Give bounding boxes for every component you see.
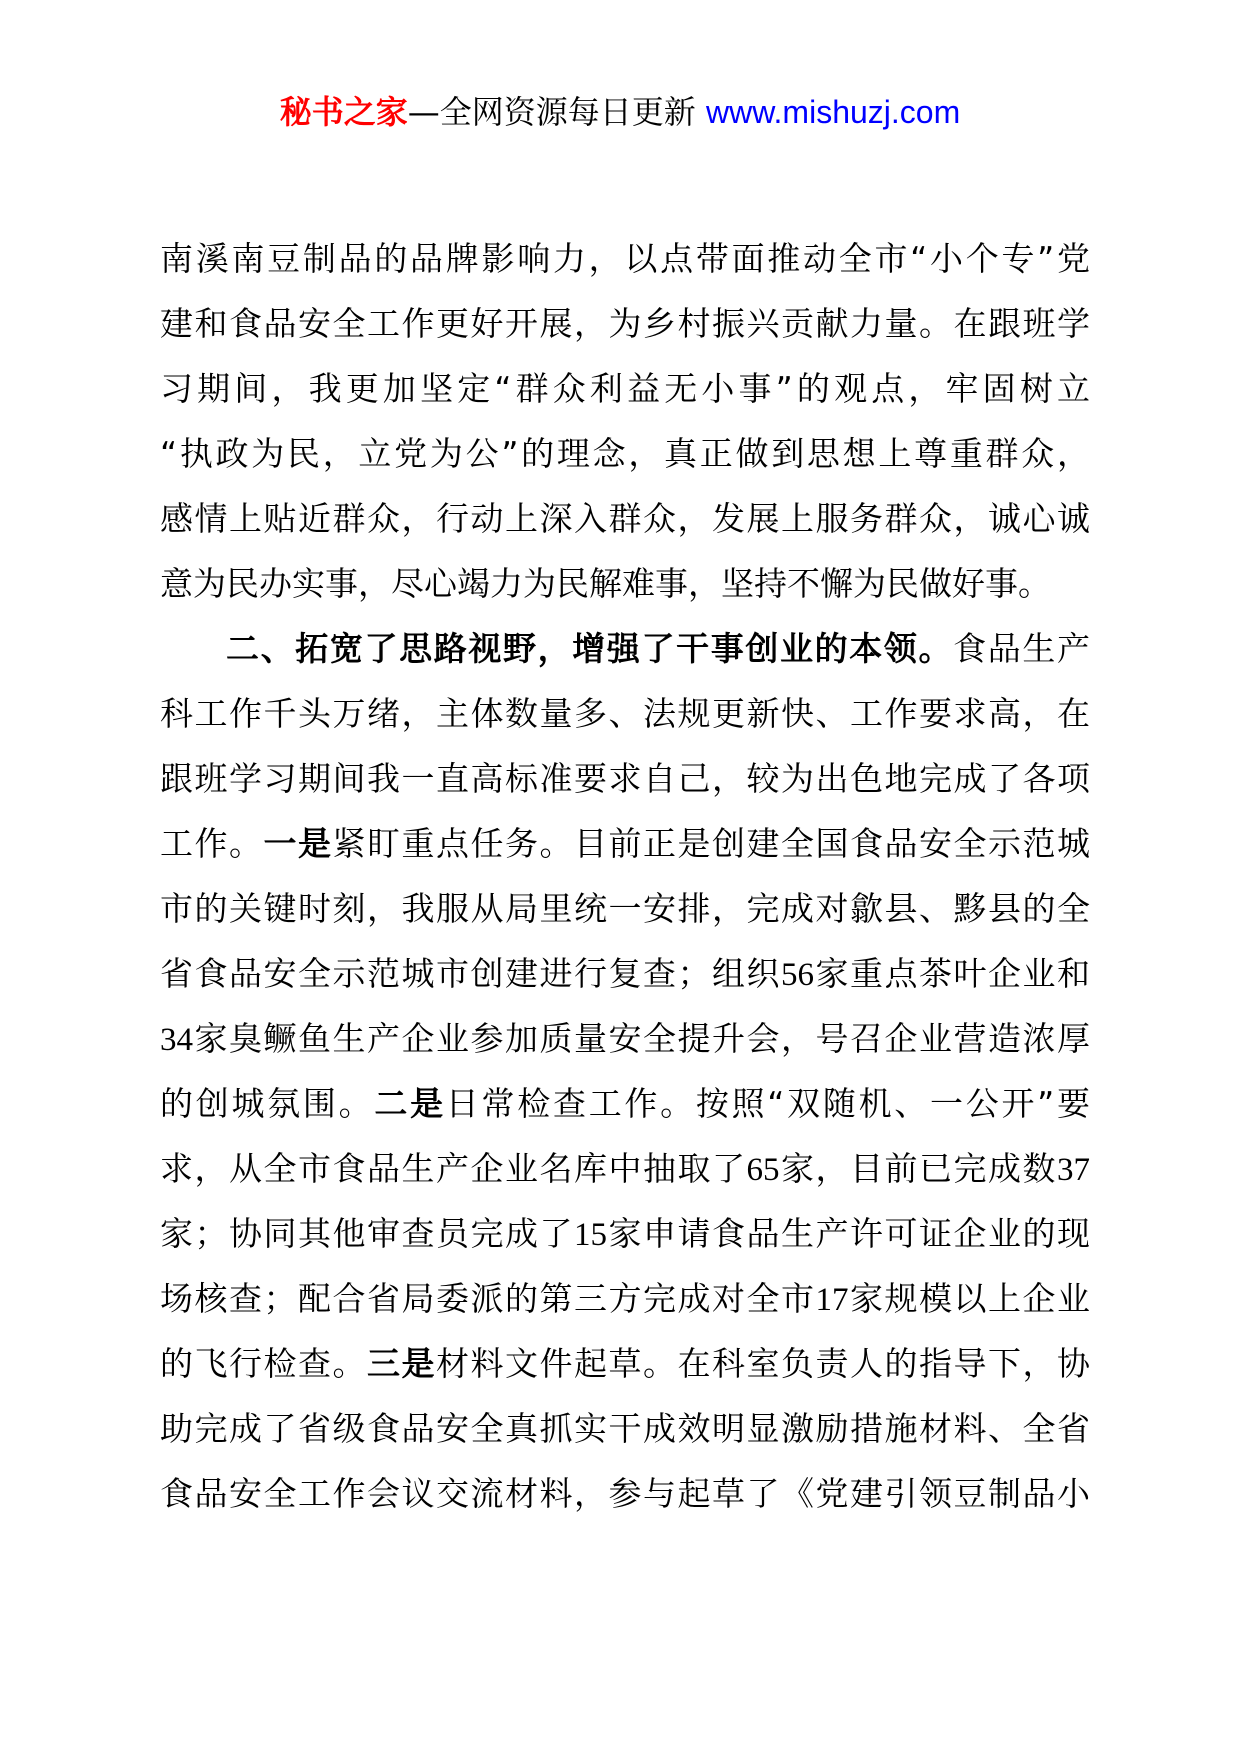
- header-slogan: —全网资源每日更新: [407, 93, 696, 131]
- text-line: 跟班学习期间我一直高标准要求自己，较为出色地完成了各项: [160, 759, 1090, 798]
- section-heading-line: [160, 616, 1090, 681]
- number: 34: [160, 1022, 193, 1058]
- document-body: [160, 226, 1090, 1526]
- text-line: 食品安全工作会议交流材料，参与起草了《党建引领豆制品小: [160, 1474, 1090, 1513]
- text-line: 南溪南豆制品的品牌影响力，以点带面推动全市“小个专”党: [160, 239, 1090, 278]
- text-span: 食品生产: [953, 629, 1090, 668]
- section-heading: 二、拓宽了思路视野，增强了干事创业的本领。: [226, 629, 954, 668]
- text-span: 紧盯重点任务。目前正是创建全国食品安全示范城: [332, 824, 1090, 863]
- text-line: [160, 1266, 1090, 1331]
- text-line: [160, 1331, 1090, 1396]
- text-span: 的飞行检查。: [160, 1344, 367, 1383]
- text-line: 意为民办实事，尽心竭力为民解难事，坚持不懈为民做好事。: [160, 564, 1051, 603]
- text-span: 家申请食品生产许可证企业的现: [607, 1214, 1090, 1253]
- text-line: [160, 1136, 1090, 1201]
- number: 15: [574, 1217, 607, 1253]
- text-line: 科工作千头万绪，主体数量多、法规更新快、工作要求高，在: [160, 694, 1090, 733]
- text-span: 家臭鳜鱼生产企业参加质量安全提升会，号召企业营造浓厚: [193, 1019, 1090, 1058]
- text-line: [160, 941, 1090, 1006]
- text-line: 助完成了省级食品安全真抓实干成效明显激励措施材料、全省: [160, 1409, 1090, 1448]
- number: 65: [746, 1152, 780, 1188]
- text-span: 求，从全市食品生产企业名库中抽取了: [160, 1149, 747, 1188]
- point-label: 二是: [374, 1084, 446, 1123]
- watermark-header: [0, 92, 1240, 132]
- text-line: [160, 1071, 1090, 1136]
- text-span: 日常检查工作。按照“双随机、一公开”要: [445, 1084, 1091, 1123]
- text-line: 感情上贴近群众，行动上深入群众，发展上服务群众，诚心诚: [160, 499, 1090, 538]
- text-span: 场核查；配合省局委派的第三方完成对全市: [160, 1279, 816, 1318]
- number: 56: [781, 957, 814, 993]
- point-label: 三是: [367, 1344, 436, 1383]
- text-line: 建和食品安全工作更好开展，为乡村振兴贡献力量。在跟班学: [160, 304, 1090, 343]
- number: 17: [815, 1282, 849, 1318]
- text-line: 市的关键时刻，我服从局里统一安排，完成对歙县、黟县的全: [160, 889, 1090, 928]
- brand-name: 秘书之家: [279, 93, 408, 131]
- text-line: [160, 1006, 1090, 1071]
- text-span: 家规模以上企业: [848, 1279, 1090, 1318]
- text-line: [160, 1201, 1090, 1266]
- number: 37: [1057, 1152, 1090, 1188]
- text-span: 的创城氛围。: [160, 1084, 375, 1123]
- text-line: [160, 811, 1090, 876]
- text-span: 家；协同其他审查员完成了: [160, 1214, 574, 1253]
- text-span: 家，目前已完成数: [779, 1149, 1057, 1188]
- text-line: “执政为民，立党为公”的理念，真正做到思想上尊重群众，: [160, 434, 1090, 473]
- point-label: 一是: [263, 824, 333, 863]
- text-span: 省食品安全示范城市创建进行复查；组织: [160, 954, 781, 993]
- text-span: 工作。: [160, 824, 264, 863]
- text-span: 家重点茶叶企业和: [814, 954, 1090, 993]
- text-span: 材料文件起草。在科室负责人的指导下，协: [436, 1344, 1090, 1383]
- text-line: 习期间，我更加坚定“群众利益无小事”的观点，牢固树立: [160, 369, 1090, 408]
- header-url[interactable]: www.mishuzj.com: [705, 94, 961, 130]
